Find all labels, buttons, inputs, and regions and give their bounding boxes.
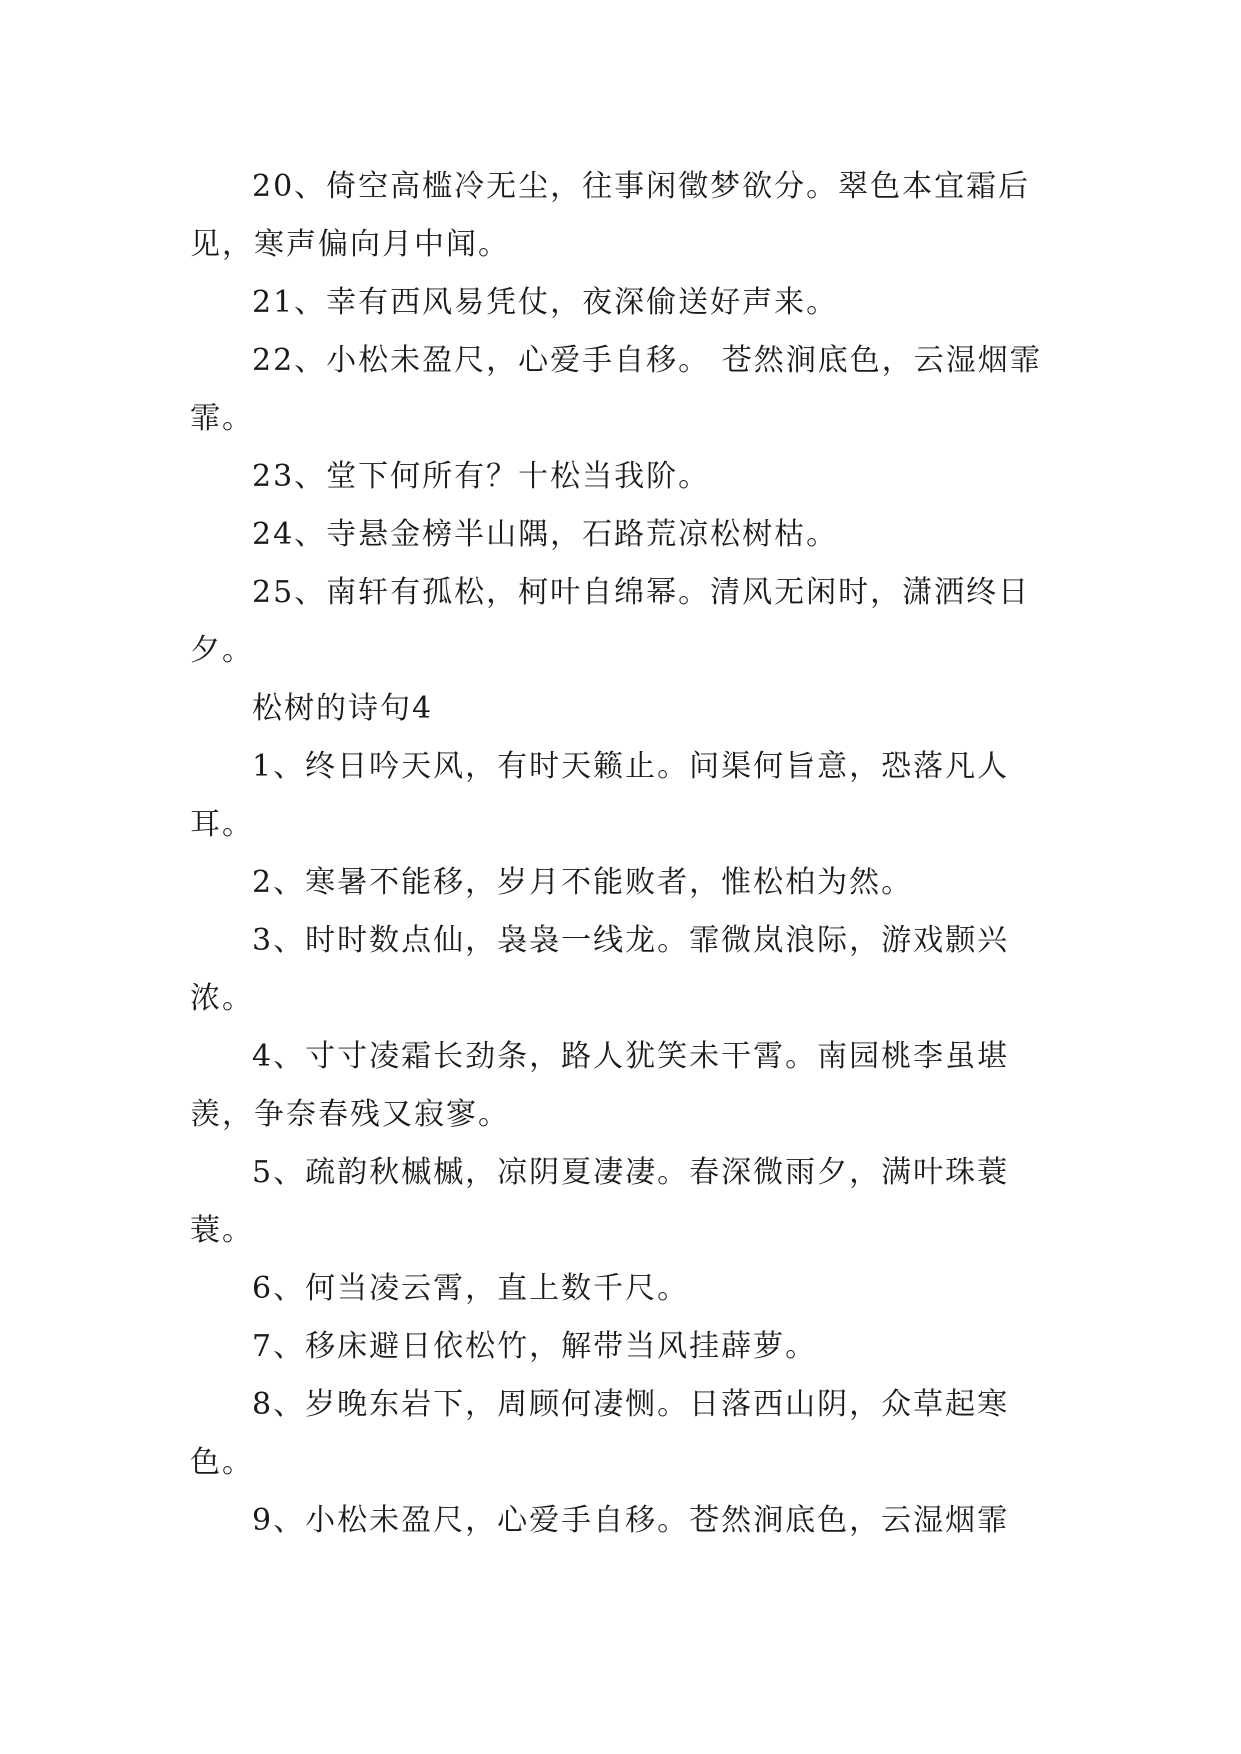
paragraph: 7、移床避日依松竹，解带当风挂薜萝。 <box>252 1329 818 1364</box>
paragraph: 23、堂下何所有？十松当我阶。 <box>252 459 711 494</box>
paragraph: 4、寸寸凌霜长劲条，路人犹笑未干霄。南园桃李虽堪羡，争奈春残又寂寥。 <box>190 1039 1010 1132</box>
section-heading: 松树的诗句4 <box>252 691 434 726</box>
paragraph: 2、寒暑不能移，岁月不能败者，惟松柏为然。 <box>252 865 914 900</box>
paragraph: 1、终日吟天风，有时天籁止。问渠何旨意，恐落凡人耳。 <box>190 749 1010 842</box>
paragraph: 9、小松未盈尺，心爱手自移。苍然涧底色，云湿烟霏 <box>252 1503 1010 1538</box>
paragraph: 24、寺悬金榜半山隅，石路荒凉松树枯。 <box>252 517 839 552</box>
paragraph: 22、小松未盈尺，心爱手自移。 苍然涧底色，云湿烟霏霏。 <box>190 343 1042 436</box>
paragraph: 3、时时数点仙，袅袅一线龙。霏微岚浪际，游戏颢兴浓。 <box>190 923 1010 1016</box>
paragraph: 25、南轩有孤松，柯叶自绵幂。清风无闲时，潇洒终日夕。 <box>190 575 1031 668</box>
paragraph: 8、岁晚东岩下，周顾何凄恻。日落西山阴，众草起寒色。 <box>190 1387 1010 1480</box>
paragraph: 5、疏韵秋槭槭，凉阴夏凄凄。春深微雨夕，满叶珠蓑蓑。 <box>190 1155 1010 1248</box>
paragraph: 6、何当凌云霄，直上数千尺。 <box>252 1271 690 1306</box>
paragraph: 20、倚空高槛冷无尘，往事闲徵梦欲分。翠色本宜霜后见，寒声偏向月中闻。 <box>190 169 1031 262</box>
document-body <box>190 158 1050 1550</box>
paragraph: 21、幸有西风易凭仗，夜深偷送好声来。 <box>252 285 839 320</box>
